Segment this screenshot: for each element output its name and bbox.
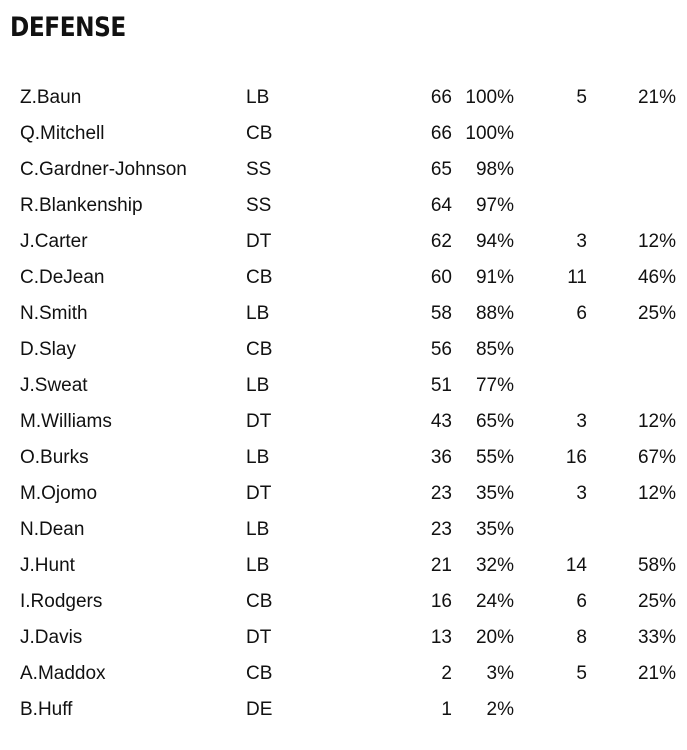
- player-name: N.Smith: [20, 303, 88, 324]
- row-spacer: [676, 80, 687, 116]
- player-position: LB: [246, 555, 270, 576]
- special-teams-snap-pct: 58%: [637, 555, 676, 576]
- special-teams-snap-count: 16: [565, 447, 587, 468]
- row-spacer: [676, 512, 687, 548]
- player-position: DE: [246, 699, 273, 720]
- player-position: SS: [246, 195, 272, 216]
- player-position: DT: [246, 231, 272, 252]
- special-teams-snap-pct: 33%: [637, 627, 676, 648]
- special-teams-snap-count: 5: [576, 87, 587, 108]
- special-teams-snap-pct: [587, 332, 676, 368]
- row-spacer: [676, 116, 687, 152]
- special-teams-snap-pct: 46%: [637, 267, 676, 288]
- special-teams-snap-count: 5: [576, 663, 587, 684]
- defense-snap-count: 43: [430, 411, 452, 432]
- defense-snap-pct: 88%: [475, 303, 514, 324]
- defense-snap-pct: 35%: [475, 483, 514, 504]
- row-spacer: [676, 692, 687, 728]
- special-teams-snap-count: 8: [576, 627, 587, 648]
- defense-snap-count: 13: [430, 627, 452, 648]
- special-teams-snap-count: 3: [576, 231, 587, 252]
- row-spacer: [676, 260, 687, 296]
- special-teams-snap-pct: 25%: [637, 591, 676, 612]
- defense-snap-pct: 94%: [475, 231, 514, 252]
- special-teams-snap-pct: [587, 152, 676, 188]
- special-teams-snap-count: [514, 152, 587, 188]
- defense-snap-pct: 2%: [486, 699, 514, 720]
- table-row: [0, 332, 687, 368]
- table-row: [0, 260, 687, 296]
- player-position: LB: [246, 519, 270, 540]
- player-name: M.Ojomo: [20, 483, 98, 504]
- player-position: CB: [246, 339, 273, 360]
- table-row: [0, 404, 687, 440]
- special-teams-snap-pct: 21%: [637, 663, 676, 684]
- defense-snap-count: 1: [441, 699, 452, 720]
- player-name: C.DeJean: [20, 267, 105, 288]
- special-teams-snap-pct: [587, 512, 676, 548]
- special-teams-snap-pct: [587, 188, 676, 224]
- defense-snap-count: 60: [430, 267, 452, 288]
- defense-snap-pct: 3%: [486, 663, 514, 684]
- special-teams-snap-pct: [587, 368, 676, 404]
- row-spacer: [676, 440, 687, 476]
- player-position: DT: [246, 483, 272, 504]
- defense-snap-pct: 32%: [475, 555, 514, 576]
- player-name: R.Blankenship: [20, 195, 143, 216]
- table-row: [0, 80, 687, 116]
- player-position: CB: [246, 663, 273, 684]
- player-position: LB: [246, 303, 270, 324]
- defense-snap-pct: 100%: [465, 123, 514, 144]
- special-teams-snap-count: 14: [565, 555, 587, 576]
- table-row: [0, 152, 687, 188]
- defense-snap-count: 51: [430, 375, 452, 396]
- player-name: N.Dean: [20, 519, 85, 540]
- defense-snap-count: 23: [430, 483, 452, 504]
- special-teams-snap-pct: [587, 116, 676, 152]
- table-row: [0, 188, 687, 224]
- defense-snap-pct: 91%: [475, 267, 514, 288]
- player-name: I.Rodgers: [20, 591, 103, 612]
- table-row: [0, 656, 687, 692]
- player-position: SS: [246, 159, 272, 180]
- table-row: [0, 548, 687, 584]
- row-spacer: [676, 548, 687, 584]
- row-spacer: [676, 332, 687, 368]
- player-rows: [0, 80, 687, 728]
- defense-snap-pct: 85%: [475, 339, 514, 360]
- defense-snap-count: 21: [430, 555, 452, 576]
- row-spacer: [676, 620, 687, 656]
- player-name: A.Maddox: [20, 663, 106, 684]
- section-title: DEFENSE: [10, 12, 126, 43]
- row-spacer: [676, 476, 687, 512]
- table-row: [0, 476, 687, 512]
- player-position: DT: [246, 411, 272, 432]
- defense-snap-count: 36: [430, 447, 452, 468]
- special-teams-snap-count: 6: [576, 591, 587, 612]
- row-spacer: [676, 656, 687, 692]
- defense-snap-count: 64: [430, 195, 452, 216]
- defense-snap-pct: 98%: [475, 159, 514, 180]
- player-position: CB: [246, 591, 273, 612]
- defense-snap-count: 66: [430, 123, 452, 144]
- row-spacer: [676, 404, 687, 440]
- player-name: J.Hunt: [20, 555, 75, 576]
- player-name: C.Gardner-Johnson: [20, 159, 187, 180]
- special-teams-snap-pct: 12%: [637, 231, 676, 252]
- defense-snap-count: 58: [430, 303, 452, 324]
- row-spacer: [676, 368, 687, 404]
- defense-snap-count: 23: [430, 519, 452, 540]
- defense-snap-pct: 55%: [475, 447, 514, 468]
- player-position: CB: [246, 267, 273, 288]
- defense-snap-pct: 20%: [475, 627, 514, 648]
- table-row: [0, 440, 687, 476]
- player-position: LB: [246, 87, 270, 108]
- defense-snap-count: 16: [430, 591, 452, 612]
- defense-snap-pct: 24%: [475, 591, 514, 612]
- player-name: B.Huff: [20, 699, 73, 720]
- defense-snap-count: 2: [441, 663, 452, 684]
- table-row: [0, 692, 687, 728]
- row-spacer: [676, 296, 687, 332]
- defense-snap-pct: 35%: [475, 519, 514, 540]
- row-spacer: [676, 188, 687, 224]
- player-name: J.Davis: [20, 627, 83, 648]
- defense-snap-count: 66: [430, 87, 452, 108]
- defense-snap-pct: 77%: [475, 375, 514, 396]
- player-position: CB: [246, 123, 273, 144]
- defense-snap-count: 56: [430, 339, 452, 360]
- player-name: D.Slay: [20, 339, 76, 360]
- player-name: O.Burks: [20, 447, 89, 468]
- special-teams-snap-pct: 12%: [637, 411, 676, 432]
- player-name: J.Carter: [20, 231, 88, 252]
- special-teams-snap-count: 11: [567, 267, 587, 288]
- special-teams-snap-count: [514, 188, 587, 224]
- player-name: Z.Baun: [20, 87, 82, 108]
- player-position: LB: [246, 375, 270, 396]
- defense-snap-table: [0, 80, 687, 728]
- row-spacer: [676, 224, 687, 260]
- table-row: [0, 296, 687, 332]
- special-teams-snap-count: 3: [576, 411, 587, 432]
- table-row: [0, 368, 687, 404]
- row-spacer: [676, 584, 687, 620]
- special-teams-snap-count: [514, 692, 587, 728]
- table-row: [0, 584, 687, 620]
- player-name: J.Sweat: [20, 375, 88, 396]
- special-teams-snap-pct: 12%: [637, 483, 676, 504]
- special-teams-snap-pct: 25%: [637, 303, 676, 324]
- row-spacer: [676, 152, 687, 188]
- special-teams-snap-pct: [587, 692, 676, 728]
- table-row: [0, 512, 687, 548]
- special-teams-snap-count: 3: [576, 483, 587, 504]
- special-teams-snap-count: [514, 332, 587, 368]
- special-teams-snap-count: [514, 512, 587, 548]
- player-name: M.Williams: [20, 411, 112, 432]
- player-position: LB: [246, 447, 270, 468]
- defense-snap-pct: 97%: [475, 195, 514, 216]
- special-teams-snap-pct: 21%: [637, 87, 676, 108]
- table-row: [0, 224, 687, 260]
- player-position: DT: [246, 627, 272, 648]
- player-name: Q.Mitchell: [20, 123, 105, 144]
- defense-snap-pct: 65%: [475, 411, 514, 432]
- table-row: [0, 116, 687, 152]
- table-row: [0, 620, 687, 656]
- defense-snap-pct: 100%: [465, 87, 514, 108]
- defense-snap-count: 62: [430, 231, 452, 252]
- special-teams-snap-count: 6: [576, 303, 587, 324]
- special-teams-snap-count: [514, 368, 587, 404]
- defense-snap-count: 65: [430, 159, 452, 180]
- special-teams-snap-count: [514, 116, 587, 152]
- special-teams-snap-pct: 67%: [637, 447, 676, 468]
